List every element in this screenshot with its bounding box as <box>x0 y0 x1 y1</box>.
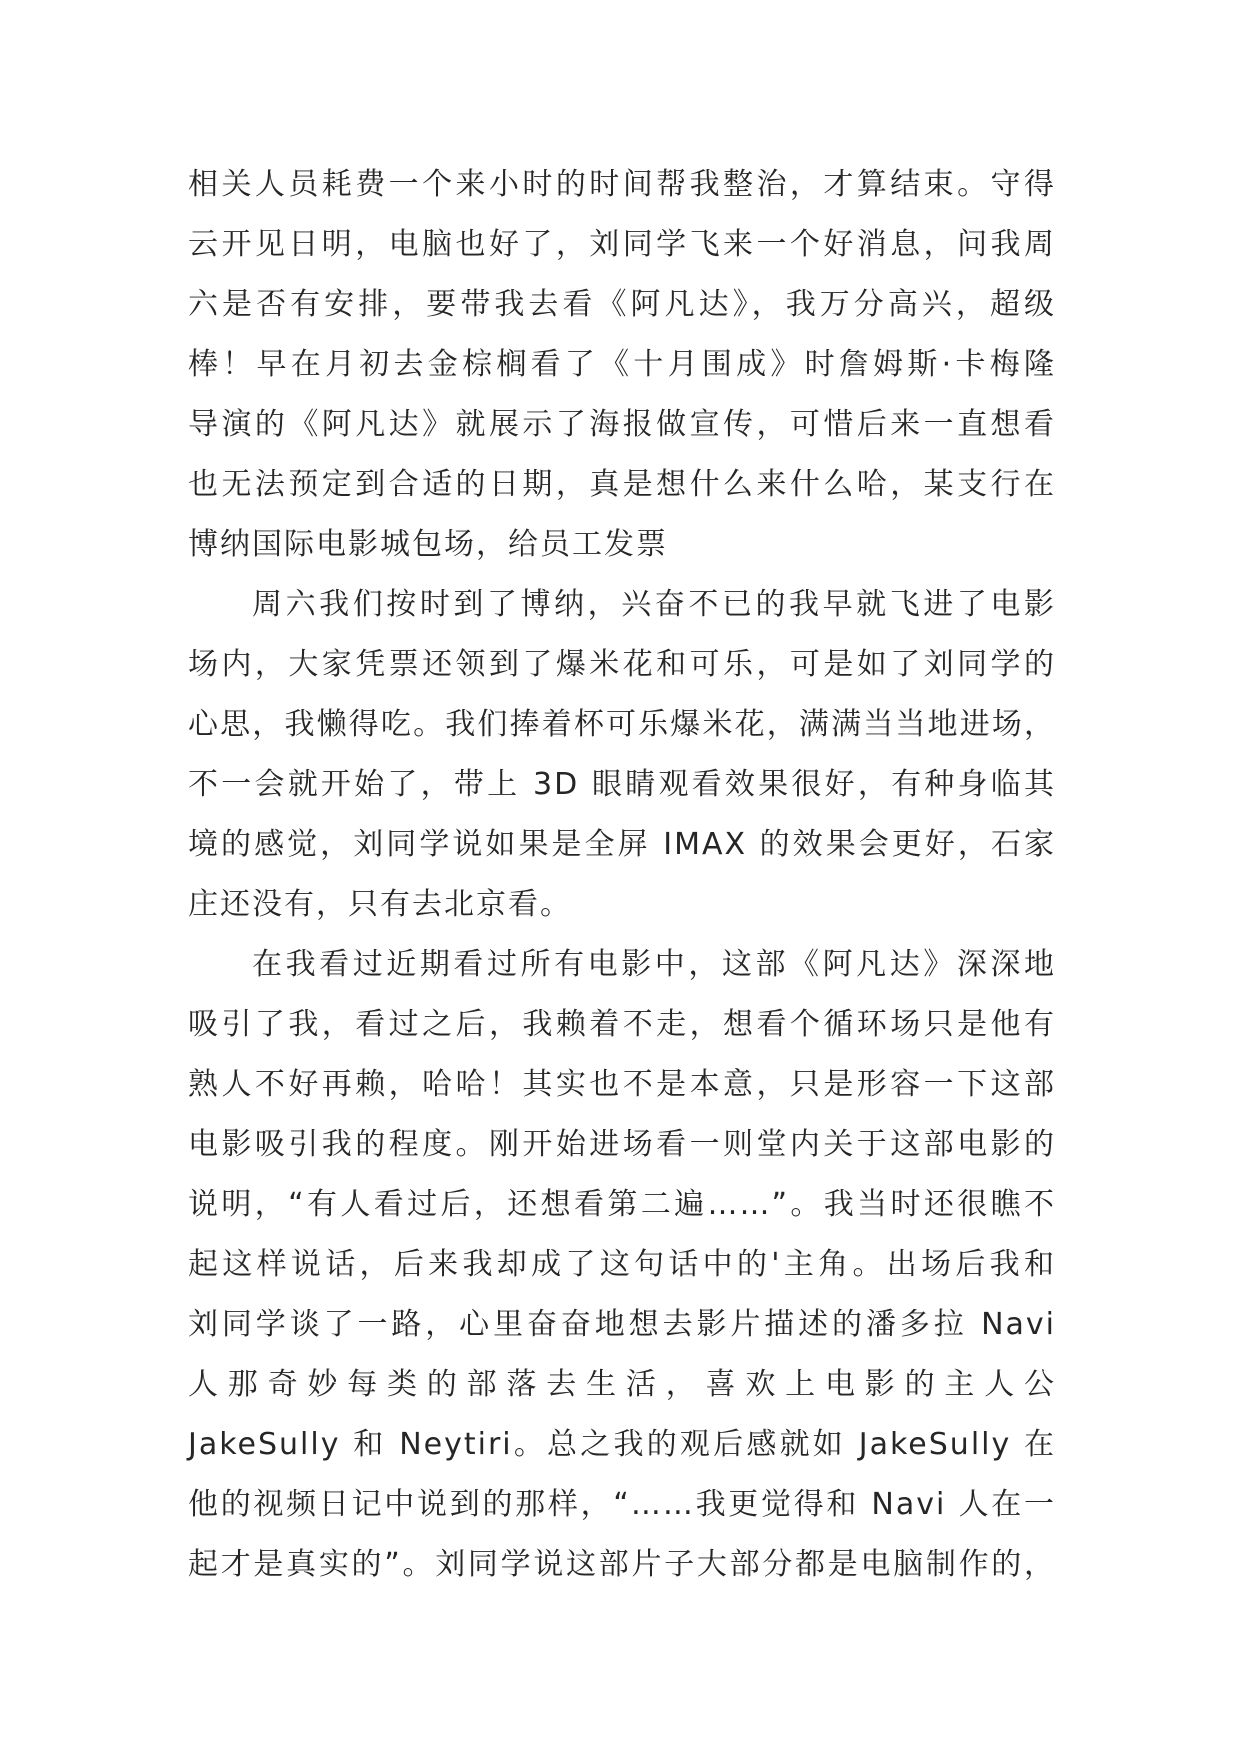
paragraph-2 <box>188 575 1056 935</box>
text-line: 周六我们按时到了博纳，兴奋不已的我早就飞进了电影 <box>252 587 1056 622</box>
text-line: 吸引了我，看过之后，我赖着不走，想看个循环场只是他有 <box>188 1007 1056 1042</box>
text-line: 境的感觉，刘同学说如果是全屏 IMAX 的效果会更好，石家 <box>188 827 1056 862</box>
text-line: 六是否有安排，要带我去看《阿凡达》，我万分高兴，超级 <box>188 287 1056 322</box>
text-line: 起这样说话，后来我却成了这句话中的'主角。出场后我和 <box>188 1247 1056 1282</box>
text-line: 棒！早在月初去金棕榈看了《十月围成》时詹姆斯·卡梅隆 <box>188 347 1056 382</box>
text-line: JakeSully 和 Neytiri。总之我的观后感就如 JakeSully 在 <box>188 1427 1056 1462</box>
body-text <box>188 155 1056 1595</box>
text-line: 博纳国际电影城包场，给员工发票 <box>188 527 668 562</box>
text-line: 相关人员耗费一个来小时的时间帮我整治，才算结束。守得 <box>188 167 1056 202</box>
text-line: 云开见日明，电脑也好了，刘同学飞来一个好消息，问我周 <box>188 227 1056 262</box>
text-line: 在我看过近期看过所有电影中，这部《阿凡达》深深地 <box>252 947 1056 982</box>
text-line: 人那奇妙每类的部落去生活，喜欢上电影的主人公 <box>188 1367 1056 1402</box>
text-line: 刘同学谈了一路，心里奋奋地想去影片描述的潘多拉 Navi <box>188 1307 1056 1342</box>
text-line: 场内，大家凭票还领到了爆米花和可乐，可是如了刘同学的 <box>188 647 1056 682</box>
text-line: 说明，“有人看过后，还想看第二遍……”。我当时还很瞧不 <box>188 1187 1056 1222</box>
text-line: 庄还没有，只有去北京看。 <box>188 887 572 922</box>
text-line: 也无法预定到合适的日期，真是想什么来什么哈，某支行在 <box>188 467 1056 502</box>
text-line: 起才是真实的”。刘同学说这部片子大部分都是电脑制作的， <box>188 1547 1056 1582</box>
text-line: 电影吸引我的程度。刚开始进场看一则堂内关于这部电影的 <box>188 1127 1056 1162</box>
text-line: 熟人不好再赖，哈哈！其实也不是本意，只是形容一下这部 <box>188 1067 1056 1102</box>
text-line: 他的视频日记中说到的那样，“……我更觉得和 Navi 人在一 <box>188 1487 1056 1522</box>
text-line: 不一会就开始了，带上 3D 眼睛观看效果很好，有种身临其 <box>188 767 1056 802</box>
text-line: 心思，我懒得吃。我们捧着杯可乐爆米花，满满当当地进场， <box>188 707 1056 742</box>
text-line: 导演的《阿凡达》就展示了海报做宣传，可惜后来一直想看 <box>188 407 1056 442</box>
paragraph-1 <box>188 155 1056 575</box>
paragraph-3 <box>188 935 1056 1595</box>
